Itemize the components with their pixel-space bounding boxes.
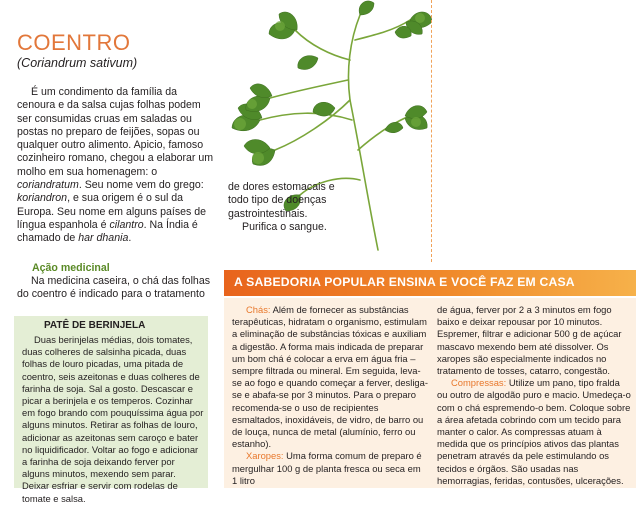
section-banner bbox=[224, 270, 636, 296]
medicinal-heading: Ação medicinal bbox=[32, 262, 110, 274]
xaropes-label: Xaropes: bbox=[246, 450, 284, 462]
column-continuation-text: de dores estomacais e todo tipo de doenças gastrointestinais. bbox=[228, 181, 335, 220]
medicinal-paragraph: Na medicina caseira, o chá das folhas do coentro é indicado para o tratamento bbox=[17, 275, 211, 301]
tips-column-1: Chás: Além de fornecer as substâncias terapêuticas, hidratam o organismo, estimulam a eliminação de substâncias tóxicas e auxiliam a digestão. A forma mais indicada de preparar um bom chá é colocar a erva em água fria – sempre filtrada ou mineral. Em seguida, leva-se ao fogo e quando começar a ferver, desliga-se e abafa-se por 3 minutos. Para o preparo recomenda-se o uso de recipientes esmaltados, inoxidáveis, de vidro, de barro ou de louça, nunca de metal (alumínio, ferro ou estanho). Xaropes: Uma forma comum de preparo é mergulhar 100 g de planta fresca ou seca em 1 litro bbox=[232, 304, 428, 486]
intro-paragraph: É um condimento da família da cenoura e da salsa cujas folhas podem ser consumidas cruas em saladas ou postas no preparo de feijões, sopas ou qualquer outro alimento. Apicio, famoso cozinheiro romano, chegou a elaborar um molho em sua homenagem: o coriandratum. Seu nome vem do grego: koriandron, e sua origem é o sul da Europa. Seu nome em alguns países de língua espanhola é cilantro. Na Índia é chamado de har dhania. bbox=[17, 86, 214, 245]
section-banner-text: A SABEDORIA POPULAR ENSINA E VOCÊ FAZ EM CASA bbox=[234, 275, 575, 289]
dashed-divider bbox=[431, 0, 432, 262]
recipe-title: PATÊ DE BERINJELA bbox=[44, 320, 146, 331]
compressas-label: Compressas: bbox=[451, 377, 507, 389]
recipe-text: Duas berinjelas médias, dois tomates, duas colheres de salsinha picada, duas folhas de louro picadas, uma pitada de coentro, seis azeitonas e duas colheres de farinha de soja. Sal a gosto. Descascar e picar a berinjela e os temperos. Cozinhar em fogo brando com pouquíssima água por alguns minutos. Retirar as folhas de louro, adicionar as azeitonas sem caroço e bater no liquidificador. Voltar ao fogo e adicionar a farinha de soja deixando ferver por alguns minutos, mexendo sem parar. Deixar esfriar e servir com rodelas de tomate e salsa. bbox=[22, 334, 204, 504]
page-title: COENTRO bbox=[17, 30, 131, 55]
column-continuation-last: Purifica o sangue. bbox=[242, 220, 327, 233]
tips-column-2: de água, ferver por 2 a 3 minutos em fogo baixo e deixar repousar por 10 minutos. Espremer, filtrar e adicionar 500 g de açúcar mascavo mexendo bem até dissolver. Os xaropes são especialmente indicados no tratamento de tosses, catarro, congestão. Compressas: Utilize um pano, tipo fralda ou outro de algodão puro e macio. Umedeça-o com o chá espremendo-o bem. Coloque sobre a área afetada cobrindo com um tecido para manter o calor. As compressas atuam à medida que os princípios ativos das plantas penetram através da pele estimulando os tecidos e órgãos. São usadas nas hemorragias, feridas, contusões, ulcerações. bbox=[437, 304, 631, 486]
chas-label: Chás: bbox=[246, 304, 271, 315]
scientific-name: (Coriandrum sativum) bbox=[17, 56, 138, 70]
column-continuation bbox=[228, 181, 338, 234]
